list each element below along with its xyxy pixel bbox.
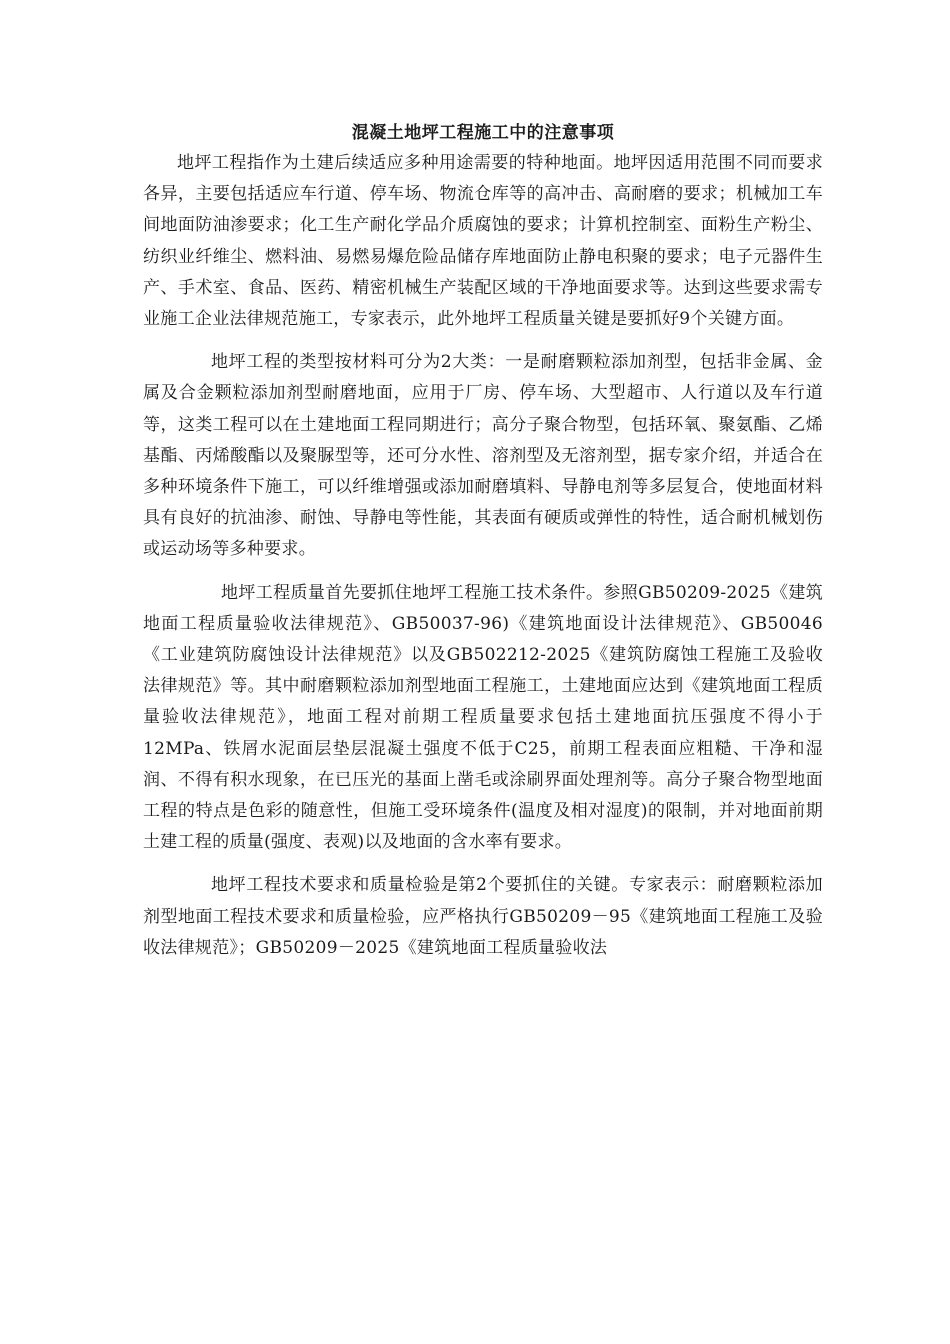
document-title: 混凝土地坪工程施工中的注意事项	[351, 123, 615, 143]
paragraph-1: 地坪工程指作为土建后续适应多种用途需要的特种地面。地坪因适用范围不同而要求各异，主要包括适应车行道、停车场、物流仓库等的高冲击、高耐磨的要求；机械加工车间地面防油渗要求；化工生产耐化学品介质腐蚀的要求；计算机控制室、面粉生产粉尘、纺织业纤维尘、燃料油、易燃易爆危险品储存库地面防止静电积聚的要求；电子元器件生产、手术室、食品、医药、精密机械生产装配区域的干净地面要求等。达到这些要求需专业施工企业法律规范施工，专家表示，此外地坪工程质量关键是要抓好9个关键方面。	[143, 153, 823, 330]
paragraph-4: 地坪工程技术要求和质量检验是第2个要抓住的关键。专家表示：耐磨颗粒添加剂型地面工程技术要求和质量检验，应严格执行GB50209－95《建筑地面工程施工及验收法律规范》；GB50209－2025《建筑地面工程质量验收法	[143, 875, 823, 958]
paragraph-3: 地坪工程质量首先要抓住地坪工程施工技术条件。参照GB50209-2025《建筑地面工程质量验收法律规范》、GB50037-96)《建筑地面设计法律规范》、GB50046《工业建筑防腐蚀设计法律规范》以及GB502212-2025《建筑防腐蚀工程施工及验收法律规范》等。其中耐磨颗粒添加剂型地面工程施工，土建地面应达到《建筑地面工程质量验收法律规范》，地面工程对前期工程质量要求包括土建地面抗压强度不得小于12MPa、铁屑水泥面层垫层混凝土强度不低于C25，前期工程表面应粗糙、干净和湿润、不得有积水现象，在已压光的基面上凿毛或涂刷界面处理剂等。高分子聚合物型地面工程的特点是色彩的随意性，但施工受环境条件(温度及相对湿度)的限制，并对地面前期土建工程的质量(强度、表观)以及地面的含水率有要求。	[143, 582, 823, 853]
paragraph-2: 地坪工程的类型按材料可分为2大类：一是耐磨颗粒添加剂型，包括非金属、金属及合金颗粒添加剂型耐磨地面，应用于厂房、停车场、大型超市、人行道以及车行道等，这类工程可以在土建地面工程同期进行；高分子聚合物型，包括环氧、聚氨酯、乙烯基酯、丙烯酸酯以及聚脲型等，还可分水性、溶剂型及无溶剂型，据专家介绍，并适合在多种环境条件下施工，可以纤维增强或添加耐磨填料、导静电剂等多层复合，使地面材料具有良好的抗油渗、耐蚀、导静电等性能，其表面有硬质或弹性的特性，适合耐机械划伤或运动场等多种要求。	[143, 352, 823, 560]
document-page	[143, 118, 823, 964]
